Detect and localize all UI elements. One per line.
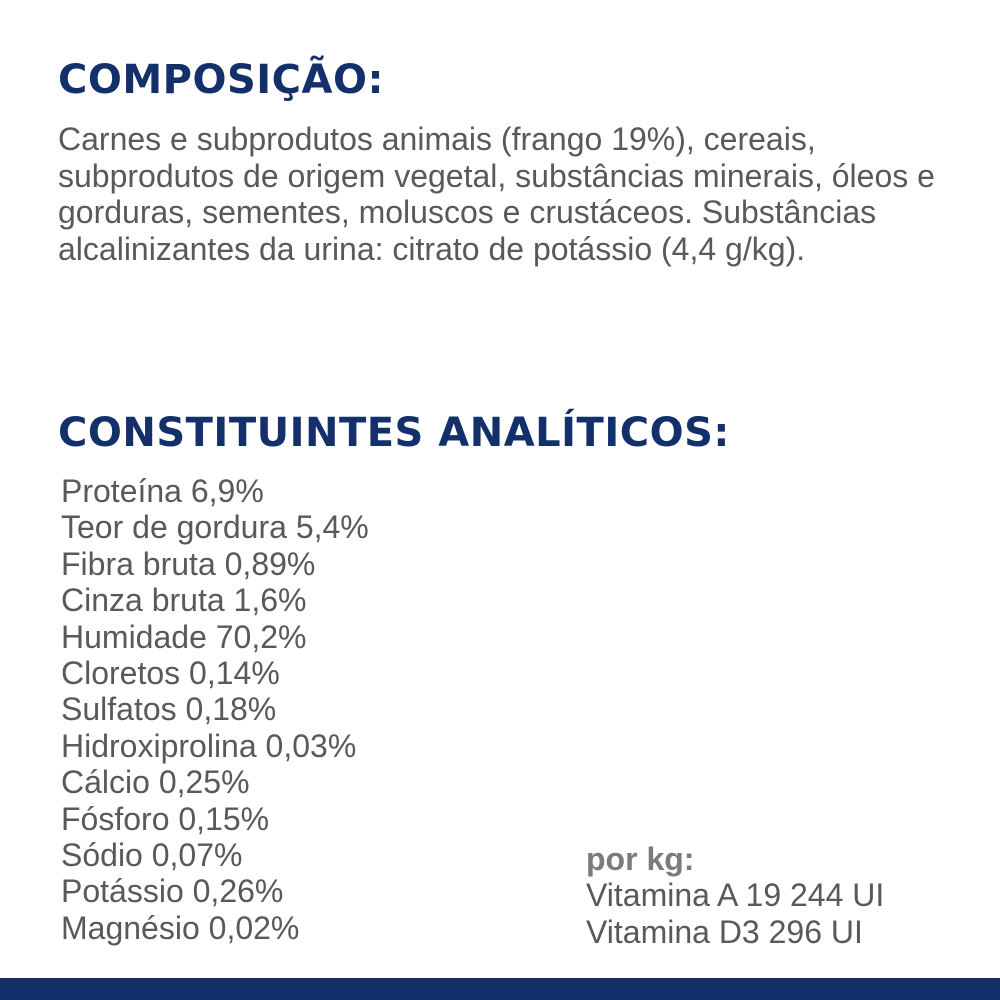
constituent-item: Sulfatos 0,18% [61,691,277,728]
footer-bar [0,978,1000,1000]
constituent-item: Proteína 6,9% [61,473,264,509]
constituent-item: Potássio 0,26% [61,873,284,910]
constituent-item: Humidade 70,2% [61,618,307,655]
constituent-item: Cinza bruta 1,6% [61,582,307,619]
analytical-constituents-heading: CONSTITUINTES ANALÍTICOS: [58,410,730,456]
vitamin-d3-item: Vitamina D3 296 UI [586,913,863,950]
composition-text: Carnes e subprodutos animais (frango 19%), cereais, subprodutos de origem vegetal, substâncias minerais, óleos e gorduras, sementes, moluscos e crustáceos. Substâncias alcalinizantes da urina: citrato de potássio (4,4 g/kg). [58,121,935,267]
constituent-item: Fibra bruta 0,89% [61,545,316,582]
constituent-item: Sódio 0,07% [61,837,243,874]
constituent-item: Cloretos 0,14% [61,655,280,692]
constituent-item: Magnésio 0,02% [61,909,300,946]
constituent-item: Cálcio 0,25% [61,764,250,801]
vitamin-a-item: Vitamina A 19 244 UI [586,877,885,914]
analytical-constituents-list [61,473,369,946]
constituent-item: Teor de gordura 5,4% [61,509,369,546]
constituent-item: Hidroxiprolina 0,03% [61,727,357,764]
composition-heading: COMPOSIÇÃO: [58,57,384,103]
constituent-item: Fósforo 0,15% [61,800,270,837]
per-kg-block [586,841,884,950]
per-kg-title: por kg: [586,841,695,877]
